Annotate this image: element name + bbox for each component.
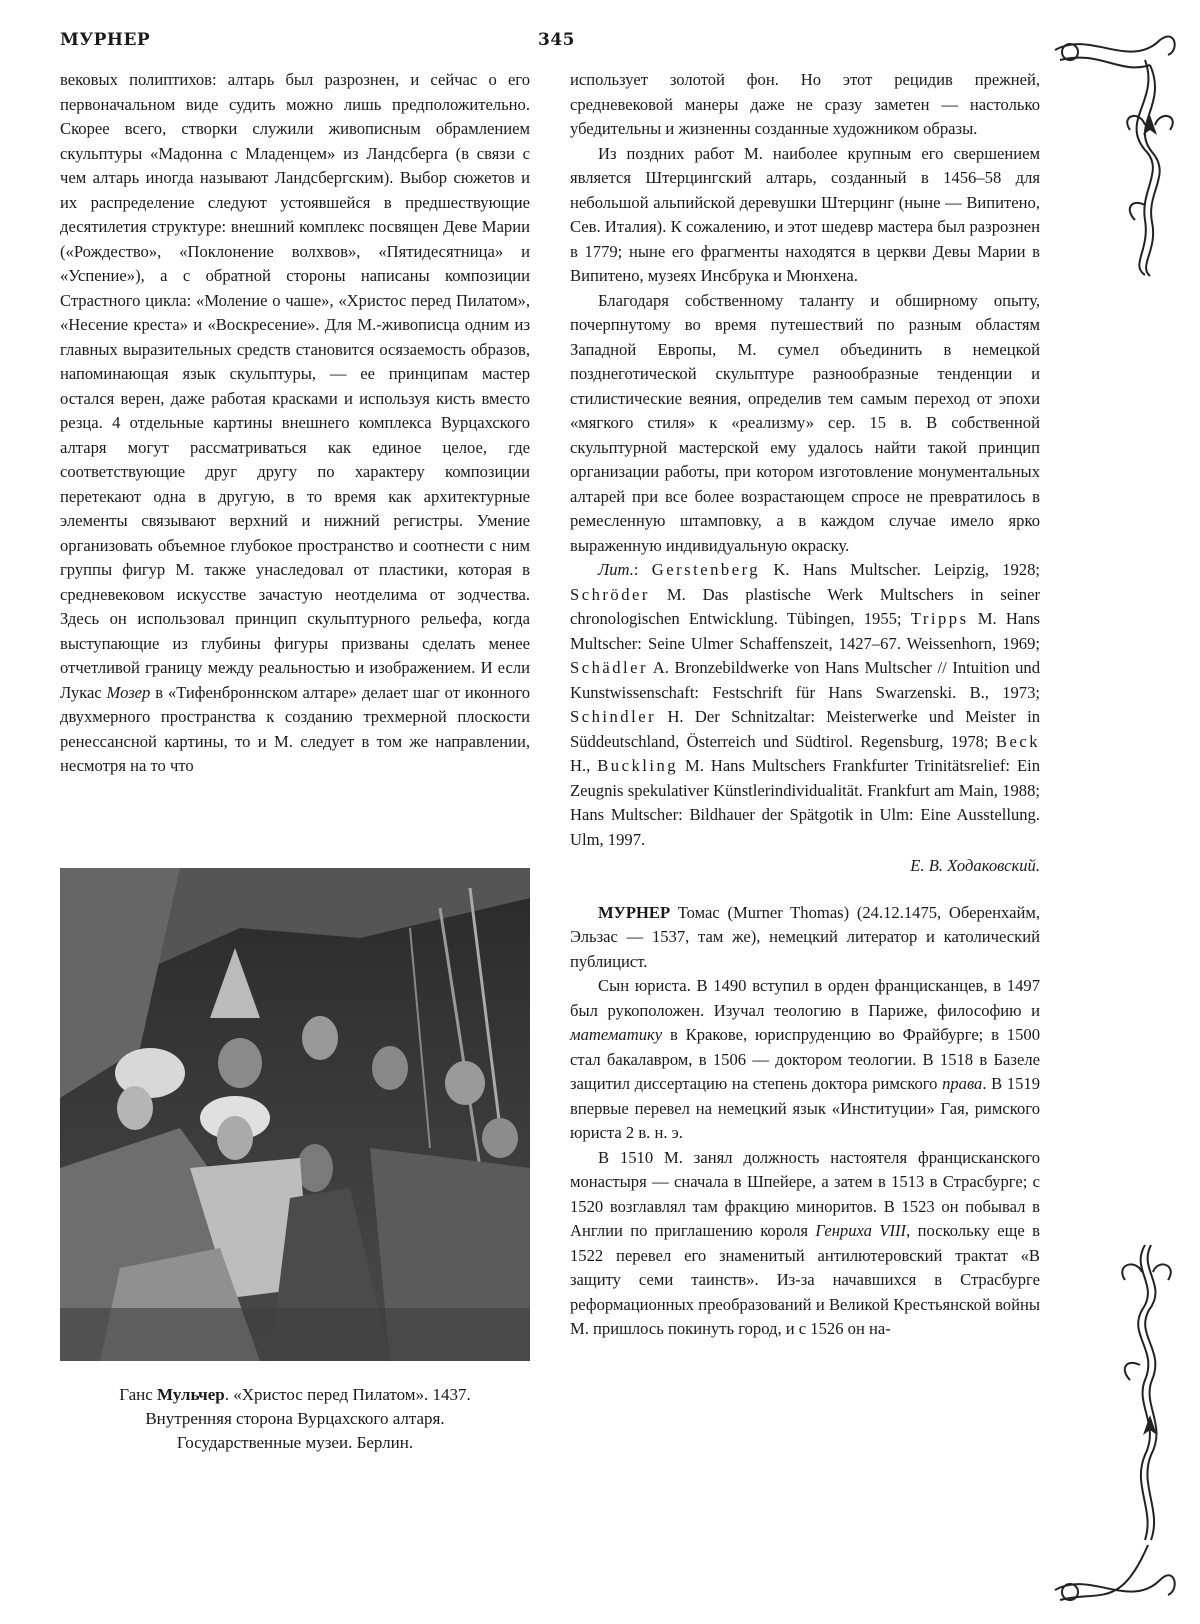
bibliography: Лит.: Gerstenberg K. Hans Multscher. Leipzig, 1928; Schröder M. Das plastische Werk Multschers in seiner chronologischen Entwicklung. Tübingen, 1955; Tripps M. Hans Multscher: Seine Ulmer Schaffenszeit, 1427–67. Weissenhorn, 1969; Schädler A. Bronzebildwerke von Hans Multscher // Intuition und Kunstwissenschaft: Festschrift für Hans Swarzenski. B., 1973; Schindler H. Der Schnitzaltar: Meisterwerke und Meister in Süddeutschland, Österreich und Südtirol. Regensburg, 1978; Beck H., Buckling M. Hans Multschers Frankfurter Trinitätsrelief: Ein Zeugnis spekulativer Künstlerindividualität. Frankfurt am Main, 1988; Hans Multscher: Bildhauer der Spätgotik in Ulm: Eine Ausstellung. Ulm, 1997. (570, 560, 1040, 849)
paragraph: вековых полиптихов: алтарь был разрознен, и сейчас о его первоначальном виде судить можно лишь предположительно. Скорее всего, створки служили живописным обрамлением скульптуры «Мадонна с Младенцем» из Ландсберга (в связи с чем алтарь иногда называют Ландсбергским). Выбор сюжетов и их распределение следуют устоявшейся в предшествующие десятилетия структуре: внешний комплекс посвящен Деве Марии («Рождество», «Поклонение волхвов», «Пятидесятница» и «Успение»), а с обратной стороны написаны композиции Страстного цикла: «Моление о чаше», «Христос перед Пилатом», «Несение креста» и «Воскресение». Для М.-живописца одним из главных выразительных средств становится осязаемость образов, напоминающая язык скульптуры, — ее принципам мастер остался верен, даже работая красками и используя кисть вместо резца. 4 отдельные картины внешнего комплекса Вурцахского алтаря могут рассматриваться как единое целое, где соответствующие друг другу по характеру композиции перетекают одна в другую, в то время как архитектурные элементы связывают верхний и нижний регистры. Умение организовать объемное глубокое пространство и соотнести с ним группы фигур М. также унаследовал от пластики, которая в средневековом искусстве зачастую неотделима от зодчества. Здесь он использовал принцип скульптурного рельефа, когда выступающие из глубины фигуры призваны сделать менее отчетливой границу между реальностью и изображением. И если Лукас Мозер в «Тифенброннском алтаре» делает шаг от иконного двухмерного пространства к созданию трехмерной плоскости ренессансной картины, то и М. следует в том же направлении, несмотря на то что (60, 70, 531, 775)
scroll-ornament-icon (1050, 20, 1185, 282)
caption-line: Государственные музеи. Берлин. (176, 1433, 414, 1452)
paragraph: Сын юриста. В 1490 вступил в орден францисканцев, в 1497 был рукоположен. Изучал теологию в Париже, философию и математику в Кракове, юриспруденцию во Фрайбурге; в 1500 стал бакалавром, в 1506 — доктором теологии. В 1518 в Базеле защитил диссертацию на степень доктора римского права. В 1519 впервые перевел на немецкий язык «Институции» Гая, римского юриста 2 в. н. э. (570, 976, 1040, 1142)
author-signature: Е. В. Ходаковский. (910, 856, 1040, 875)
paragraph: В 1510 М. занял должность настоятеля францисканского монастыря — сначала в Шпейере, а затем в 1513 в Страсбурге; с 1520 возглавлял там фракцию миноритов. В 1523 он побывал в Англии по приглашению короля Генриха VIII, поскольку еще в 1522 перевел его знаменитый антилютеровский трактат «В защиту семи таинств». Из-за начавшихся в Страсбурге реформационных преобразований и Великой Крестьянской войны М. пришлось покинуть город, и с 1526 он на- (570, 1147, 1040, 1338)
entry-heading: МУРНЕР Томас (Murner Thomas) (24.12.1475, Оберенхайм, Эльзас — 1537, там же), немецкий литератор и католический публицист. (570, 902, 1040, 971)
page-number: 345 (538, 30, 575, 50)
scroll-ornament-icon (1050, 1240, 1185, 1610)
painting-image (60, 868, 530, 1361)
caption-line: Внутренняя сторона Вурцахского алтаря. (145, 1409, 445, 1428)
figure-caption (60, 1383, 530, 1455)
paragraph: использует золотой фон. Но этот рецидив прежней, средневековой манеры даже не сразу заметен — настолько убедительны и жизненны созданные художником образы. (570, 70, 1040, 138)
right-column (570, 68, 1040, 1342)
running-head-title: МУРНЕР (60, 30, 151, 50)
paragraph: Благодаря собственному таланту и обширному опыту, почерпнутому во время путешествий по разным областям Западной Европы, М. сумел объединить в немецкой позднеготической скульптуре разнообразные тенденции и стилистические веяния, определив тем самым переход от эпохи «мягкого стиля» к «реализму» сер. 15 в. В собственной скульптурной мастерской ему удалось найти такой принцип организации работы, при котором изготовление монументальных алтарей при все более возрастающем спросе не превратилось в ремесленную штамповку, а в каждом случае имело ярко выраженную индивидуальную окраску. (570, 290, 1040, 555)
painting-illustration (60, 868, 530, 1361)
left-column (60, 68, 530, 779)
paragraph: Из поздних работ М. наиболее крупным его свершением является Штерцингский алтарь, созданный в 1456–58 для небольшой альпийской деревушки Штерцинг (ныне — Випитено, Сев. Италия). К сожалению, и этот шедевр мастера был разрознен в 1779; ныне его фрагменты находятся в церкви Девы Марии в Випитено, музеях Инсбрука и Мюнхена. (570, 143, 1040, 285)
caption-line: Ганс Мульчер. «Христос перед Пилатом». 1437. (119, 1385, 471, 1404)
